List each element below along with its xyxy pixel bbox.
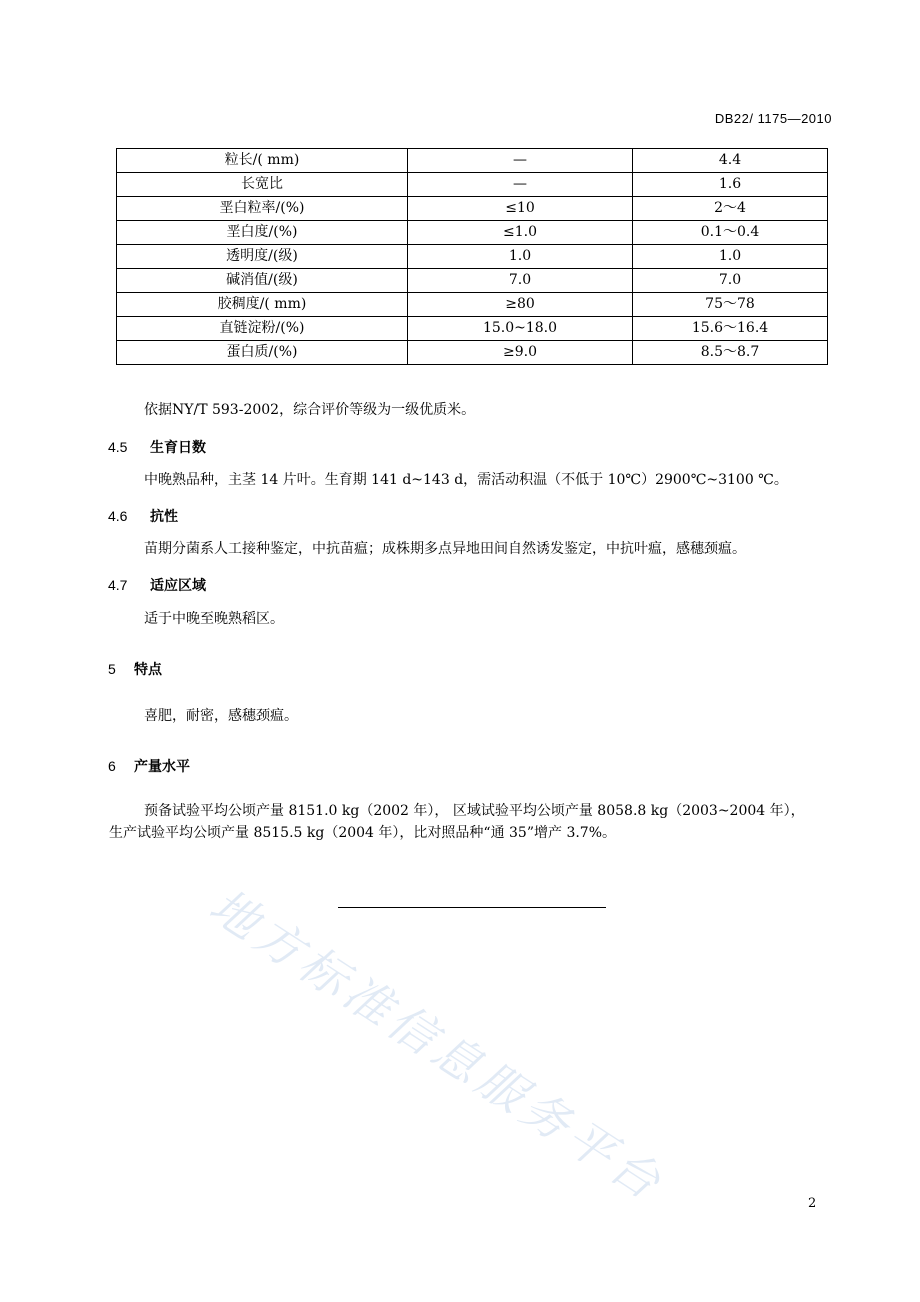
table-cell: 垩白粒率/(%) xyxy=(117,197,408,221)
table-cell: 长宽比 xyxy=(117,173,408,197)
page-number: 2 xyxy=(808,1196,817,1211)
table-cell: 2～4 xyxy=(633,197,828,221)
section-number: 5 xyxy=(108,661,116,677)
table-cell: 8.5～8.7 xyxy=(633,341,828,365)
growth-paragraph: 中晚熟品种，主茎 14 片叶。生育期 141 d~143 d，需活动积温（不低于 10℃）2900℃~3100 ℃。 xyxy=(144,472,788,488)
table-cell: 直链淀粉/(%) xyxy=(117,317,408,341)
section-title: 生育日数 xyxy=(150,440,206,456)
document-code: DB22/ 1175—2010 xyxy=(714,111,832,126)
watermark: 地方标准信息服务平台 xyxy=(199,878,675,1214)
yield-paragraph-line-2: 生产试验平均公顷产量 8515.5 kg（2004 年），比对照品种“通 35”增产 3.7%。 xyxy=(109,825,617,841)
resistance-paragraph: 苗期分菌系人工接种鉴定，中抗苗瘟；成株期多点异地田间自然诱发鉴定，中抗叶瘟，感穗颈瘟。 xyxy=(144,541,746,557)
table-cell: 4.4 xyxy=(633,149,828,173)
table-cell: — xyxy=(408,149,633,173)
table-cell: 垩白度/(%) xyxy=(117,221,408,245)
table-cell: — xyxy=(408,173,633,197)
section-heading-5 xyxy=(108,659,162,679)
section-heading-4-5 xyxy=(108,437,206,457)
table-cell: ≤10 xyxy=(408,197,633,221)
table-cell: 透明度/(级) xyxy=(117,245,408,269)
table-cell: 碱消值/(级) xyxy=(117,269,408,293)
table-cell: 7.0 xyxy=(408,269,633,293)
table-cell: ≤1.0 xyxy=(408,221,633,245)
section-title: 产量水平 xyxy=(134,759,190,775)
section-heading-6 xyxy=(108,756,190,776)
table-cell: ≥80 xyxy=(408,293,633,317)
table-cell: 15.6～16.4 xyxy=(633,317,828,341)
table-cell: 1.0 xyxy=(408,245,633,269)
grade-paragraph: 依据NY/T 593-2002，综合评价等级为一级优质米。 xyxy=(144,402,476,418)
table-cell: 胶稠度/( mm) xyxy=(117,293,408,317)
table-row xyxy=(117,317,828,341)
table-cell: 15.0~18.0 xyxy=(408,317,633,341)
yield-paragraph-line-1: 预备试验平均公顷产量 8151.0 kg（2002 年）， 区域试验平均公顷产量 8058.8 kg（2003~2004 年）， xyxy=(144,803,805,819)
section-number: 4.6 xyxy=(108,508,128,524)
section-title: 抗性 xyxy=(150,509,178,525)
features-paragraph: 喜肥，耐密，感穗颈瘟。 xyxy=(144,708,298,724)
table-cell: 0.1～0.4 xyxy=(633,221,828,245)
table-row xyxy=(117,293,828,317)
table-row xyxy=(117,341,828,365)
quality-table-body xyxy=(117,149,828,365)
table-row xyxy=(117,197,828,221)
table-row xyxy=(117,149,828,173)
section-number: 4.7 xyxy=(108,577,128,593)
table-cell: 1.6 xyxy=(633,173,828,197)
section-heading-4-7 xyxy=(108,575,206,595)
section-number: 6 xyxy=(108,758,116,774)
table-cell: 7.0 xyxy=(633,269,828,293)
table-cell: 粒长/( mm) xyxy=(117,149,408,173)
table-row xyxy=(117,221,828,245)
table-cell: 75～78 xyxy=(633,293,828,317)
section-heading-4-6 xyxy=(108,506,178,526)
section-number: 4.5 xyxy=(108,439,128,455)
table-cell: 蛋白质/(%) xyxy=(117,341,408,365)
table-row xyxy=(117,173,828,197)
table-row xyxy=(117,245,828,269)
quality-table xyxy=(116,148,828,365)
region-paragraph: 适于中晚至晚熟稻区。 xyxy=(144,611,284,627)
table-cell: 1.0 xyxy=(633,245,828,269)
table-row xyxy=(117,269,828,293)
section-title: 适应区域 xyxy=(150,578,206,594)
section-title: 特点 xyxy=(134,662,162,678)
table-cell: ≥9.0 xyxy=(408,341,633,365)
end-rule xyxy=(338,907,606,908)
